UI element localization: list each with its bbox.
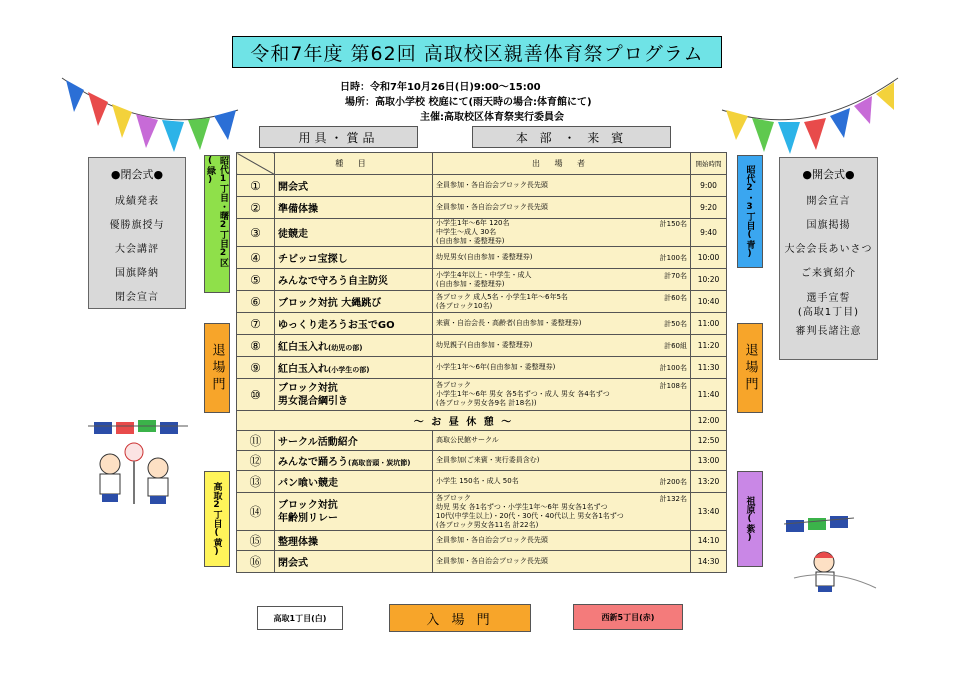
participants-cell (433, 431, 691, 451)
participants: 高取公民館サークル (436, 436, 499, 444)
closing-ceremony-box (88, 157, 186, 309)
table-row (237, 551, 727, 573)
event-name-cell (275, 175, 433, 197)
participants: 小学生1年～6年(自由参加・委整理券) (436, 362, 556, 371)
table-row (237, 175, 727, 197)
participants-cell (433, 335, 691, 357)
event-name: みんなで守ろう自主防災 (278, 276, 388, 287)
opening-item: 選手宣誓 (806, 293, 851, 304)
col-participants-header: 出 場 者 (433, 153, 691, 175)
participants: 小学生1年～6年 120名 中学生～成人 30名 (自由参加・委整理券) (436, 219, 510, 245)
start-time: 10:00 (691, 247, 727, 269)
event-name: 紅白玉入れ (278, 342, 328, 353)
participants-cell (433, 379, 691, 411)
participants: 全員参加・各自治会ブロック長先頭 (436, 557, 548, 565)
table-row (237, 291, 727, 313)
participants-cell (433, 531, 691, 551)
entrance-gate: 入 場 門 (389, 604, 531, 632)
event-name-cell (275, 247, 433, 269)
start-time: 11:20 (691, 335, 727, 357)
event-name: 開会式 (278, 182, 308, 193)
event-name: ゆっくり走ろうお玉でGO (278, 320, 395, 331)
participants-cell (433, 247, 691, 269)
event-name: サークル活動紹介 (278, 437, 358, 448)
participant-count: 計50名 (664, 319, 687, 328)
table-row (237, 247, 727, 269)
participants: 各ブロック 小学生1年～6年 男女 各5名ずつ・成人 男女 各4名ずつ (各ブロック男女各9名 計18名)) (436, 381, 610, 407)
participants-cell (433, 451, 691, 471)
table-row (237, 493, 727, 531)
event-name: パン喰い競走 (278, 478, 338, 489)
event-number: ⑮ (237, 531, 275, 551)
opening-ceremony-heading: ●開会式● (802, 168, 855, 181)
event-number: ⑪ (237, 431, 275, 451)
start-time: 12:00 (691, 411, 727, 431)
col-time-header: 開始時間 (691, 153, 727, 175)
start-time: 9:40 (691, 219, 727, 247)
participants: 各ブロック 成人5名・小学生1年～6年5名 (各ブロック10名) (436, 292, 568, 310)
event-name-cell (275, 335, 433, 357)
participants: 全員参加(ご来賓・実行委員含む) (436, 456, 540, 464)
team-bottom-left: 高取1丁目(白) (257, 606, 343, 630)
event-number: ⑦ (237, 313, 275, 335)
event-name-cell (275, 531, 433, 551)
table-row (237, 471, 727, 493)
team-left-bottom: 高取2丁目(黄) (204, 471, 230, 567)
participants-cell (433, 291, 691, 313)
event-name: ブロック対抗 大縄跳び (278, 298, 382, 309)
col-event-header: 種 目 (275, 153, 433, 175)
team-left-top: 昭代1丁目・曙2丁目2区(緑) (204, 155, 230, 293)
participants-cell (433, 551, 691, 573)
event-name-cell (275, 551, 433, 573)
event-name: 整理体操 (278, 537, 318, 548)
event-number: ⑧ (237, 335, 275, 357)
closing-item: 成績発表 (115, 196, 159, 207)
participant-count: 計132名 (659, 494, 687, 503)
participant-count: 計100名 (659, 253, 687, 262)
event-name-cell (275, 379, 433, 411)
table-row (237, 219, 727, 247)
table-row (237, 451, 727, 471)
headquarters-guests-header: 本 部 ・ 来 賓 (472, 126, 671, 148)
closing-item: 閉会宣言 (115, 292, 159, 303)
participant-count: 計108名 (659, 382, 687, 390)
opening-item: 審判長諸注意 (795, 326, 862, 337)
event-number: ④ (237, 247, 275, 269)
participants: 全員参加・各自治会ブロック長先頭 (436, 181, 548, 189)
event-name-cell (275, 197, 433, 219)
event-number: ② (237, 197, 275, 219)
event-name-cell (275, 357, 433, 379)
table-row (237, 357, 727, 379)
participants-cell (433, 313, 691, 335)
closing-item: 国旗降納 (115, 268, 159, 279)
event-number: ⑭ (237, 493, 275, 531)
event-number: ⑥ (237, 291, 275, 313)
table-row (237, 531, 727, 551)
participants-cell (433, 471, 691, 493)
event-name-cell (275, 313, 433, 335)
event-subtitle: (小学生の部) (328, 366, 370, 374)
participants: 全員参加・各自治会ブロック長先頭 (436, 536, 548, 544)
start-time: 10:40 (691, 291, 727, 313)
event-name-cell (275, 291, 433, 313)
event-number: ① (237, 175, 275, 197)
event-number: ⑯ (237, 551, 275, 573)
participants: 小学生4年以上・中学生・成人 (自由参加・委整理券) (436, 270, 532, 288)
event-number: ⑨ (237, 357, 275, 379)
team-bottom-right: 西新5丁目(赤) (573, 604, 683, 630)
event-number: ⑫ (237, 451, 275, 471)
start-time: 11:40 (691, 379, 727, 411)
participants-cell (433, 357, 691, 379)
opening-item: ご来賓紹介 (801, 268, 856, 279)
participant-count: 計200名 (659, 477, 687, 486)
event-number: ⑬ (237, 471, 275, 493)
participants: 全員参加・各自治会ブロック長先頭 (436, 203, 548, 211)
event-name-cell (275, 493, 433, 531)
participant-count: 計60名 (664, 293, 687, 302)
start-time: 13:40 (691, 493, 727, 531)
opening-ceremony-box (779, 157, 878, 360)
team-right-bottom: 祖原(紫) (737, 471, 763, 567)
page-title: 令和7年度 第62回 高取校区親善体育祭プログラム (232, 36, 722, 68)
participant-count: 計100名 (659, 363, 687, 372)
participant-count: 計70名 (664, 271, 687, 280)
event-name: 準備体操 (278, 204, 318, 215)
event-name-cell (275, 219, 433, 247)
start-time: 10:20 (691, 269, 727, 291)
start-time: 12:50 (691, 431, 727, 451)
closing-item: 大会講評 (115, 244, 159, 255)
start-time: 14:10 (691, 531, 727, 551)
event-name-cell (275, 451, 433, 471)
participant-count: 計150名 (659, 220, 687, 228)
table-row (237, 431, 727, 451)
start-time: 9:00 (691, 175, 727, 197)
event-date: 日時：令和7年10月26日(日)9:00～15:00 (340, 82, 541, 93)
start-time: 14:30 (691, 551, 727, 573)
event-number: ⑤ (237, 269, 275, 291)
corner-cell (237, 153, 275, 175)
closing-item: 優勝旗授与 (109, 220, 165, 231)
kids-ball-toss-illustration (88, 412, 188, 512)
participants: 幼児親子(自由参加・委整理券) (436, 340, 533, 349)
event-subtitle: (高取音頭・炭坑節) (348, 459, 411, 467)
bunting-left-decoration (60, 60, 240, 170)
exit-gate-left: 退場門 (204, 323, 230, 413)
bunting-right-decoration (720, 60, 900, 170)
event-name-cell (275, 269, 433, 291)
event-name: 徒競走 (278, 229, 308, 240)
start-time: 11:00 (691, 313, 727, 335)
event-name: 紅白玉入れ (278, 364, 328, 375)
opening-item: (高取1丁目) (797, 307, 860, 318)
team-right-top: 昭代2・3丁目(青) (737, 155, 763, 268)
program-table (236, 152, 727, 573)
participants-cell (433, 269, 691, 291)
closing-ceremony-heading: ●閉会式● (110, 168, 164, 181)
table-header-row (237, 153, 727, 175)
lunch-break-label: ～ お 昼 休 憩 ～ (237, 411, 691, 431)
opening-item: 開会宣言 (806, 196, 851, 207)
event-name: ブロック対抗 男女混合綱引き (278, 382, 348, 407)
table-row (237, 379, 727, 411)
participants-cell (433, 219, 691, 247)
participants: 小学生 150名・成人 50名 (436, 476, 519, 485)
opening-item: 大会会長あいさつ (784, 244, 873, 255)
participant-count: 計60組 (664, 341, 687, 350)
event-host: 主催:高取校区体育祭実行委員会 (420, 112, 564, 123)
participants-cell (433, 175, 691, 197)
event-name-cell (275, 471, 433, 493)
table-row (237, 313, 727, 335)
table-row (237, 411, 727, 431)
equipment-prizes-header: 用具・賞品 (259, 126, 418, 148)
kid-running-illustration (784, 514, 884, 604)
table-row (237, 197, 727, 219)
exit-gate-right: 退場門 (737, 323, 763, 413)
participants: 各ブロック 幼児 男女 各1名ずつ・小学生1年～6年 男女各1名ずつ 10代(中学生以上)・20代・30代・40代以上 男女各1名ずつ (各ブロック男女各11名 計22名) (436, 493, 624, 529)
opening-item: 国旗掲揚 (806, 220, 851, 231)
start-time: 13:20 (691, 471, 727, 493)
event-place: 場所：高取小学校 校庭にて(雨天時の場合:体育館にて) (345, 97, 592, 108)
event-name: ブロック対抗 年齢別リレー (278, 499, 338, 524)
start-time: 11:30 (691, 357, 727, 379)
event-name: みんなで踊ろう (278, 457, 348, 468)
start-time: 9:20 (691, 197, 727, 219)
start-time: 13:00 (691, 451, 727, 471)
table-row (237, 269, 727, 291)
table-row (237, 335, 727, 357)
event-name-cell (275, 431, 433, 451)
event-name: 閉会式 (278, 558, 308, 569)
participants-cell (433, 493, 691, 531)
event-number: ⑩ (237, 379, 275, 411)
participants-cell (433, 197, 691, 219)
participants: 来賓・自治会長・高齢者(自由参加・委整理券) (436, 318, 582, 327)
event-subtitle: (幼児の部) (328, 344, 363, 352)
event-number: ③ (237, 219, 275, 247)
event-name: チビッコ宝探し (278, 254, 348, 265)
participants: 幼児男女(自由参加・委整理券) (436, 252, 533, 261)
